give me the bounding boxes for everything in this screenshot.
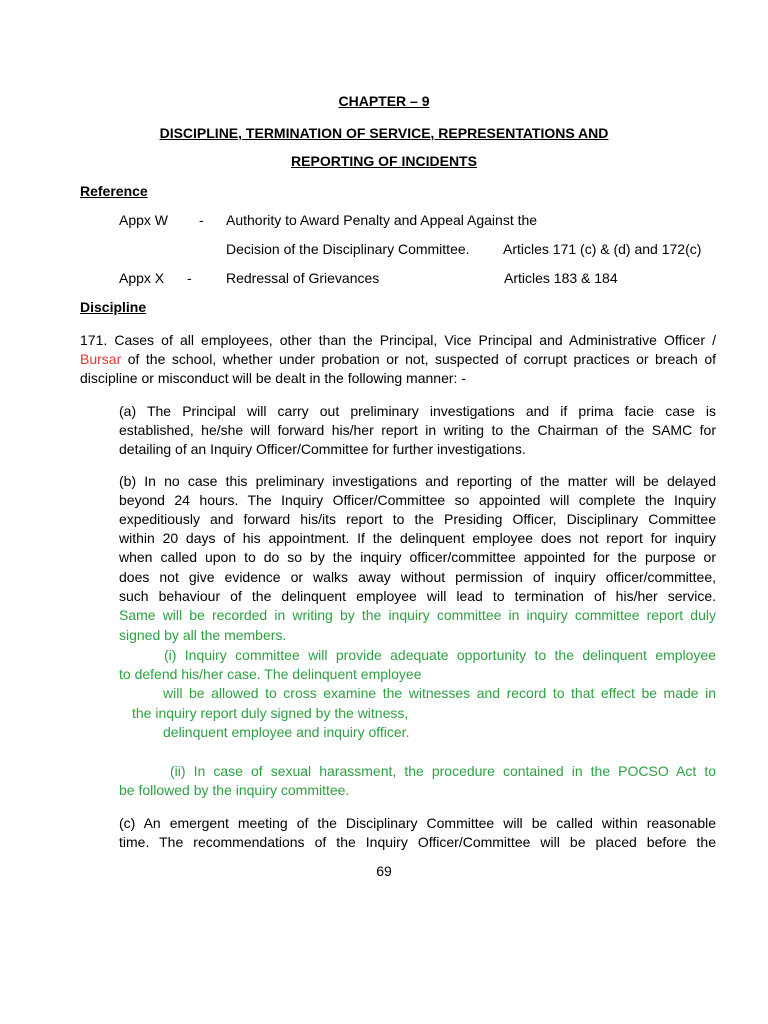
para-c-line-1: (c) An emergent meeting of the Disciplinary Committee will be called within reasonable [119,815,716,831]
para-b-green-line-1: Same will be recorded in writing by the inquiry committee in inquiry committee report duly [119,607,716,623]
chapter-heading: CHAPTER – 9 [338,93,430,109]
appx-w-text-2: Decision of the Disciplinary Committee. [226,241,470,257]
para-a-line-2: established, he/she will forward his/her report in writing to the Chairman of the SAMC for [119,422,716,438]
sub-ii-line-1: (ii) In case of sexual harassment, the procedure contained in the POCSO Act to [170,763,716,779]
appx-w-articles: Articles 171 (c) & (d) and 172(c) [503,241,702,257]
para-b-line-5: when called upon to do so by the inquiry officer/committee appointed for the purpose or [119,549,716,565]
sub-i-line-4: the inquiry report duly signed by the witness, [132,705,409,721]
sub-i-line-1: (i) Inquiry committee will provide adequate opportunity to the delinquent employee [164,647,716,663]
title-line-1: DISCIPLINE, TERMINATION OF SERVICE, REPRESENTATIONS AND [159,125,609,141]
sub-ii-line-2: be followed by the inquiry committee. [119,782,350,798]
para-b-line-4: within 20 days of his appointment. If the delinquent employee does not report for inquiry [119,530,716,546]
appx-x-text: Redressal of Grievances [226,270,380,286]
para-171-line-2-rest: of the school, whether under probation or not, suspected of corrupt practices or breach of [121,351,716,367]
title-line-2: REPORTING OF INCIDENTS [291,153,477,169]
para-b-line-3: expeditiously and forward his/its report to the Presiding Officer, Disciplinary Committee [119,511,716,527]
discipline-heading: Discipline [80,299,147,315]
appx-x-articles: Articles 183 & 184 [504,270,618,286]
para-a-line-1: (a) The Principal will carry out preliminary investigations and if prima facie case is [119,403,716,419]
para-b-line-6: does not give evidence or walks away without permission of inquiry officer/committee, [119,569,716,585]
para-b-line-7: such behaviour of the delinquent employee will lead to termination of his/her service. [119,588,716,604]
appx-w-label: Appx W [119,212,169,228]
page-number: 69 [376,863,392,879]
para-b-green-line-2: signed by all the members. [119,627,287,643]
reference-heading: Reference [80,183,148,199]
para-a-line-3: detailing of an Inquiry Officer/Committee for further investigations. [119,441,526,457]
appx-w-dash: - [199,212,204,228]
sub-i-line-2: to defend his/her case. The delinquent employee [119,666,422,682]
para-b-line-1: (b) In no case this preliminary investigations and reporting of the matter will be delayed [119,473,716,489]
appx-x-label: Appx X [119,270,165,286]
para-b-line-2: beyond 24 hours. The Inquiry Officer/Committee so appointed will complete the Inquiry [119,492,716,508]
appx-w-text-1: Authority to Award Penalty and Appeal Against the [226,212,538,228]
para-171-line-3: discipline or misconduct will be dealt in the following manner: - [80,370,466,386]
sub-i-line-5: delinquent employee and inquiry officer. [163,724,410,740]
para-171-line-2 [80,350,716,368]
sub-i-line-3: will be allowed to cross examine the witnesses and record to that effect be made in [163,685,716,701]
para-171-line-1: 171. Cases of all employees, other than the Principal, Vice Principal and Administrative Officer / [80,332,716,348]
bursar-text: Bursar [80,351,122,367]
para-c-line-2: time. The recommendations of the Inquiry Officer/Committee will be placed before the [119,834,716,850]
appx-x-dash: - [187,270,192,286]
